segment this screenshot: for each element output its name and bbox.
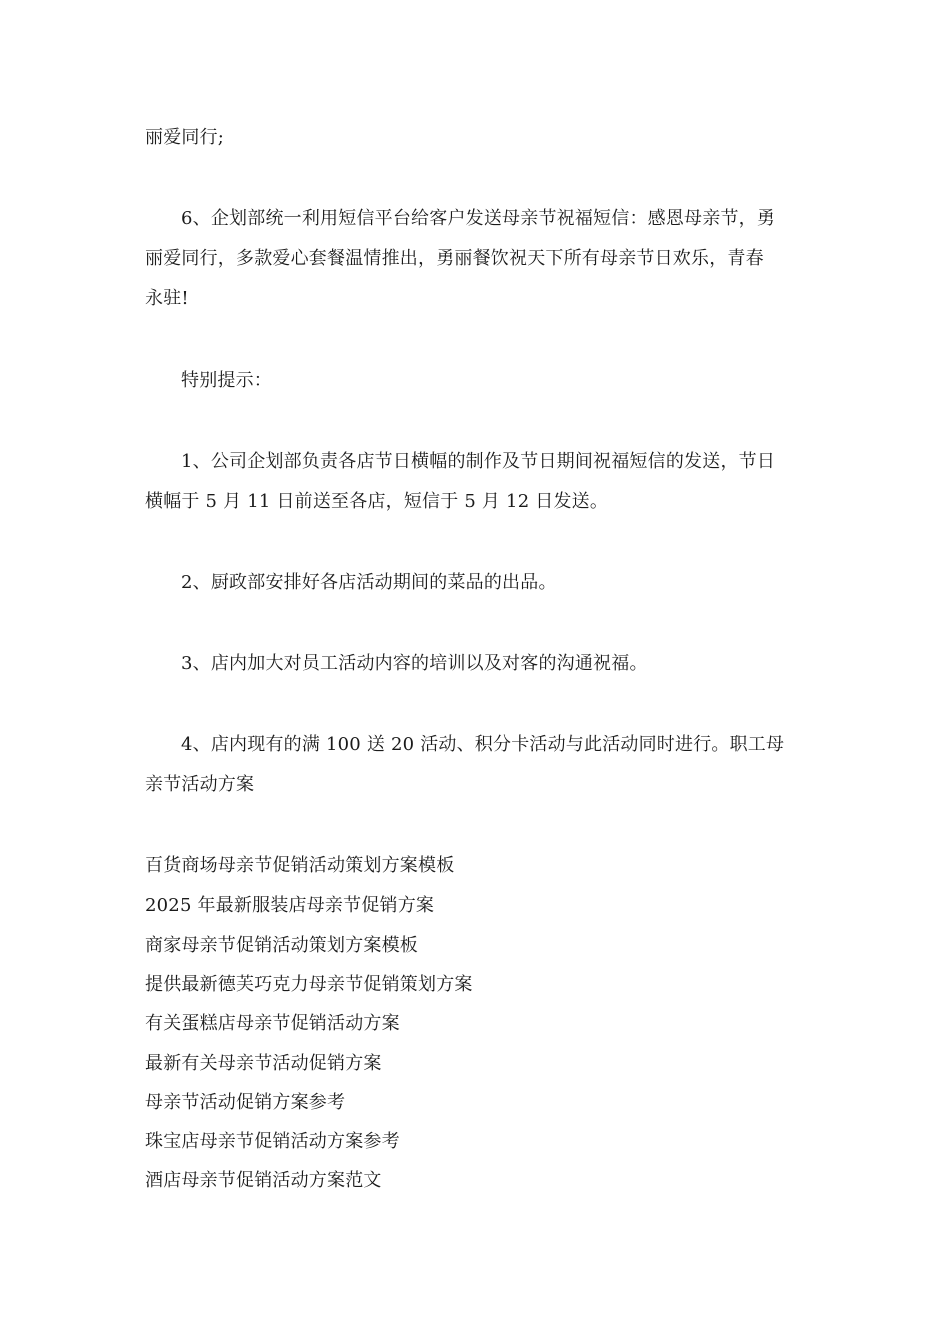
paragraph-line: 丽爱同行，多款爱心套餐温情推出，勇丽餐饮祝天下所有母亲节日欢乐，青春	[145, 248, 764, 269]
related-link[interactable]: 母亲节活动促销方案参考	[145, 1092, 346, 1113]
paragraph-line: 永驻!	[145, 288, 189, 309]
related-link[interactable]: 有关蛋糕店母亲节促销活动方案	[145, 1013, 400, 1034]
paragraph-line: 丽爱同行;	[145, 127, 225, 148]
related-link[interactable]: 2025 年最新服装店母亲节促销方案	[145, 895, 435, 916]
paragraph-line: 2、厨政部安排好各店活动期间的菜品的出品。	[181, 572, 557, 593]
related-link[interactable]: 百货商场母亲节促销活动策划方案模板	[145, 855, 455, 876]
related-link[interactable]: 酒店母亲节促销活动方案范文	[145, 1170, 382, 1191]
related-link[interactable]: 提供最新德芙巧克力母亲节促销策划方案	[145, 974, 473, 995]
section-heading: 特别提示：	[181, 370, 272, 391]
paragraph-line: 4、店内现有的满 100 送 20 活动、积分卡活动与此活动同时进行。职工母	[181, 734, 785, 755]
related-link[interactable]: 珠宝店母亲节促销活动方案参考	[145, 1131, 400, 1152]
paragraph-line: 1、公司企划部负责各店节日横幅的制作及节日期间祝福短信的发送，节日	[181, 451, 776, 472]
paragraph-line: 3、店内加大对员工活动内容的培训以及对客的沟通祝福。	[181, 653, 648, 674]
related-link[interactable]: 商家母亲节促销活动策划方案模板	[145, 935, 418, 956]
paragraph-line: 横幅于 5 月 11 日前送至各店，短信于 5 月 12 日发送。	[145, 491, 609, 512]
related-link[interactable]: 最新有关母亲节活动促销方案	[145, 1053, 382, 1074]
paragraph-line: 亲节活动方案	[145, 774, 255, 795]
paragraph-line: 6、企划部统一利用短信平台给客户发送母亲节祝福短信：感恩母亲节，勇	[181, 208, 776, 229]
